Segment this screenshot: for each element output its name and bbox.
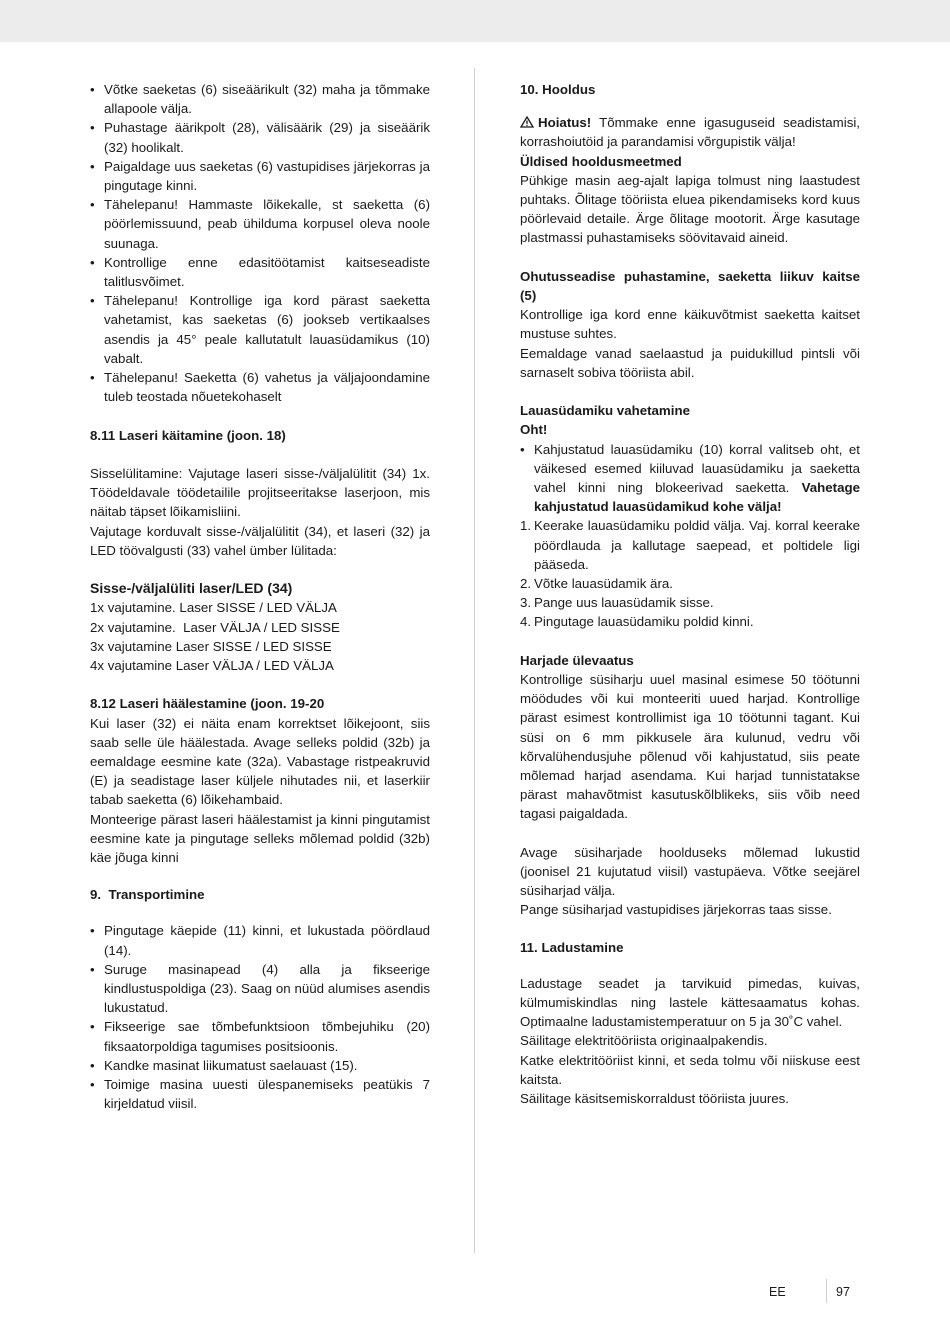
bullet-item: • Kandke masinat liikumatust saelauast (15). [90,1056,430,1075]
bullet-item: • Puhastage äärikpolt (28), välisäärik (29) ja siseäärik (32) hoolikalt. [90,118,430,156]
step-number: 1. [520,518,532,534]
numbered-step [520,516,860,574]
column-divider [474,68,475,1253]
numbered-step [520,612,860,631]
switch-line: 3x vajutamine Laser SISSE / LED SISSE [90,638,332,654]
numbered-step [520,574,860,593]
paragraph: Säilitage elektritööriista originaalpakendis. [520,1033,768,1049]
paragraph: Katke elektritööriist kinni, et seda tolmu või niiskuse eest kaitsta. [520,1052,860,1087]
paragraph: Pühkige masin aeg-ajalt lapiga tolmust ning laastudest puhtaks. Õlitage tööriista eluea pikendamiseks kord kuus pöörlevaid detaile. Ärge õlitage mootorit. Ärge kasutage plastmassi puhastamiseks söövitavaid aineid. [520,172,860,246]
bullet-item: • Paigaldage uus saeketas (6) vastupidises järjekorras ja pingutage kinni. [90,157,430,195]
step-number: 2. [520,576,532,592]
paragraph: Kontrollige iga kord enne käikuvõtmist saeketta kaitset mustuse suhtes. [520,307,860,342]
section-heading-8-12: 8.12 Laseri häälestamine (joon. 19-20 [90,696,325,712]
top-header-band [0,0,950,42]
bullet-item: • Võtke saeketas (6) siseäärikult (32) maha ja tõmmake allapoole välja. [90,80,430,118]
paragraph: Monteerige pärast laseri häälestamist ja kinni pingutamist eesmine kate ja pingutage selleks mõlemad poldid (32b) käe jõuga kinni [90,811,430,866]
bullet-item: • Pingutage käepide (11) kinni, et lukustada pöördlaud (14). [90,921,430,959]
bullet-text: Kahjustatud lauasüdamiku (10) korral valitseb oht, et väikesed esemed kiiluvad lauasüdamiku ja saeketta vahel kinni ning blokeerivad saeketta. [534,441,860,496]
paragraph: Säilitage käsitsemiskorraldust tööriista juures. [520,1091,790,1107]
language-code: EE [769,1285,786,1299]
footer-separator [826,1279,827,1303]
switch-line: 4x vajutamine Laser VÄLJA / LED VÄLJA [90,658,334,674]
paragraph: Avage süsiharjade hoolduseks mõlemad lukustid (joonisel 21 kujutatud viisil) vastupäeva. Võtke seejärel süsiharjad välja. [520,844,860,899]
general-maintenance-heading: Üldised hooldusmeetmed [520,153,682,169]
switch-heading: Sisse-/väljalüliti laser/LED (34) [90,580,293,597]
section-heading-11: 11. Ladustamine [520,939,624,955]
step-text: Pingutage lauasüdamiku poldid kinni. [534,614,754,630]
paragraph: Pange süsiharjad vastupidises järjekorras taas sisse. [520,902,832,918]
paragraph: Kontrollige süsiharju uuel masinal esimese 50 töötunni möödudes või kui monteeriti uued harjad. Kontrollige pärast esimest kontrollimist iga 10 töötunni tagant. Kui süsi on 6 mm pikkusele ära kulunud, vedru või kõrvalühendusjuhe põlenud või kahjustatud, siis peate mõlemad harjad asendama. Kui harjad tunnistatakse pärast mahavõtmist kasutuskõlblikeks, siis võib need tagasi paigaldada. [520,672,860,822]
bullet-bold-text: Vahetage kahjustatud lauasüdamikud kohe välja! [534,480,860,515]
bullet-item: • Tähelepanu! Saeketta (6) vahetus ja väljajoondamine tuleb teostada nõuetekohaselt [90,368,430,406]
bullet-item [520,440,860,517]
warning-label: Hoiatus! [538,115,592,131]
paragraph: Eemaldage vanad saelaastud ja puidukillud pintsli või sarnaselt sobiva tööriista abil. [520,345,860,380]
right-column [520,80,860,1108]
bullet-item: • Fikseerige sae tõmbefunktsioon tõmbejuhiku (20) fiksaatorpoldiga tagumises positsioonis. [90,1017,430,1055]
switch-line: 2x vajutamine. Laser VÄLJA / LED SISSE [90,619,340,635]
step-number: 3. [520,595,532,611]
left-column [90,80,430,1114]
paragraph: Sisselülitamine: Vajutage laseri sisse-/väljalülitit (34) 1x. Töödeldavale töödetailile projitseeritakse laserjoon, mis näitab täpset lõikamisliini. [90,466,430,520]
page-number: 97 [836,1285,850,1299]
table-insert-heading: Lauasüdamiku vahetamine [520,403,690,419]
step-text: Pange uus lauasüdamik sisse. [534,595,714,611]
warning-text: Tõmmake enne igasuguseid seadistamisi, korrashoiutöid ja parandamisi võrgupistik välja! [520,115,860,150]
section-heading-10: 10. Hooldus [520,82,596,97]
bullet-item: • Suruge masinapead (4) alla ja fikseerige kindlustuspoldiga (23). Saag on nüüd alumises asendis lukustatud. [90,960,430,1018]
bullet-item: • Kontrollige enne edasitöötamist kaitseseadiste talitlusvõimet. [90,253,430,291]
brush-inspection-heading: Harjade ülevaatus [520,652,634,668]
step-number: 4. [520,614,532,630]
paragraph: Ladustage seadet ja tarvikuid pimedas, kuivas, külmumiskindlas ning lastele kättesaamatus kohas. Optimaalne ladustamistemperatuur on 5 ja 30˚C vahel. [520,975,860,1030]
paragraph: Vajutage korduvalt sisse-/väljalülitit (34), et laseri (32) ja LED töövalgusti (33) vahel ümber lülitada: [90,523,430,558]
bullet-item: • Tähelepanu! Hammaste lõikekalle, st saeketta (6) pöörlemissuund, peab ühilduma korpusel oleva noole suunaga. [90,195,430,253]
section-heading-8-11: 8.11 Laseri käitamine (joon. 18) [90,427,286,443]
step-text: Võtke lauasüdamik ära. [534,576,673,592]
guard-cleaning-heading: Ohutusseadise puhastamine, saeketta liikuv kaitse (5) [520,268,860,304]
switch-line: 1x vajutamine. Laser SISSE / LED VÄLJA [90,600,337,616]
step-text: Keerake lauasüdamiku poldid välja. Vaj. korral keerake pöördlauda ja kallutage saepead, et poltidele ligi pääseda. [534,518,860,572]
bullet-item: • Tähelepanu! Kontrollige iga kord pärast saeketta vahetamist, kas saeketas (6) jookseb vertikaalses asendis ja 45° peale kallutatult lauasüdamikus (10) vabalt. [90,291,430,368]
warning-paragraph [520,113,860,151]
paragraph: Kui laser (32) ei näita enam korrektset lõikejoont, siis saab selle üle häälestada. Avage selleks poldid (32b) ja eemaldage eesmine kate (32a). Vabastage ristpeakruvid (E) ja seadistage laser küljele nihutades nii, et laserkiir tabab saeketta (6) lõikehambaid. [90,715,430,808]
section-heading-9: 9. Transportimine [90,887,205,903]
bullet-item: • Toimige masina uuesti ülespanemiseks peatükis 7 kirjeldatud viisil. [90,1075,430,1113]
danger-label: Oht! [520,422,548,438]
numbered-step [520,593,860,612]
warning-triangle-icon [520,114,534,126]
